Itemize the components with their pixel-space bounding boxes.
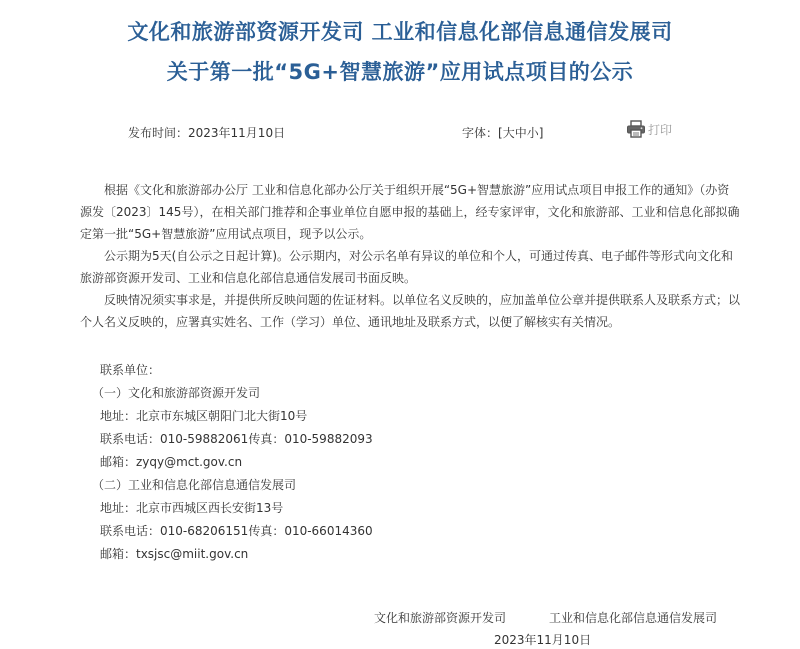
printer-icon: [626, 120, 646, 138]
publish-date: 发布时间：2023年11月10日: [128, 126, 286, 140]
paragraph-3: 反映情况须实事求是，并提供所反映问题的佐证材料。以单位名义反映的，应加盖单位公章并提供联系人及联系方式；以个人名义反映的，应署真实姓名、工作（学习）单位、通讯地址及联系方式，以便了解核实有关情况。: [80, 293, 741, 329]
signature-org2: 工业和信息化部信息通信发展司: [549, 611, 718, 625]
unit2-name: （二）工业和信息化部信息通信发展司: [92, 478, 297, 492]
unit1-phone: 联系电话：010-59882061传真：010-59882093: [100, 432, 373, 446]
print-button[interactable]: [626, 120, 672, 138]
paragraph-2: 公示期为5天(自公示之日起计算)。公示期内，对公示名单有异议的单位和个人，可通过传真、电子邮件等形式向文化和旅游部资源开发司、工业和信息化部信息通信发展司书面反映。: [80, 249, 734, 285]
contacts-heading: 联系单位：: [100, 363, 161, 377]
unit1-address: 地址：北京市东城区朝阳门北大街10号: [100, 409, 308, 423]
signature-org1: 文化和旅游部资源开发司: [374, 611, 507, 625]
print-label: 打印: [648, 122, 673, 137]
unit1-name: （一）文化和旅游部资源开发司: [92, 386, 261, 400]
paragraph-1-container: [80, 179, 740, 245]
paragraph-3-container: [80, 289, 740, 333]
unit2-address: 地址：北京市西城区西长安街13号: [100, 501, 284, 515]
font-size-label: 字体：: [462, 126, 499, 140]
page-title-line2: 关于第一批“5G+智慧旅游”应用试点项目的公示: [166, 60, 634, 84]
unit2-email: 邮箱：txsjsc@miit.gov.cn: [100, 547, 249, 561]
unit1-email: 邮箱：zyqy@mct.gov.cn: [100, 455, 243, 469]
font-size-selector: [462, 124, 543, 141]
paragraph-2-container: [80, 245, 740, 289]
font-size-options[interactable]: [大中小]: [498, 126, 544, 140]
signature-date: 2023年11月10日: [494, 633, 592, 647]
page-title-line1: 文化和旅游部资源开发司 工业和信息化部信息通信发展司: [127, 20, 673, 44]
paragraph-1: 根据《文化和旅游部办公厅 工业和信息化部办公厅关于组织开展“5G+智慧旅游”应用试点项目申报工作的通知》（办资源发〔2023〕145号），在相关部门推荐和企事业单位自愿申报的基础上，经专家评审，文化和旅游部、工业和信息化部拟确定第一批“5G+智慧旅游”应用试点项目，现予以公示。: [80, 183, 740, 241]
unit2-phone: 联系电话：010-68206151传真：010-66014360: [100, 524, 373, 538]
